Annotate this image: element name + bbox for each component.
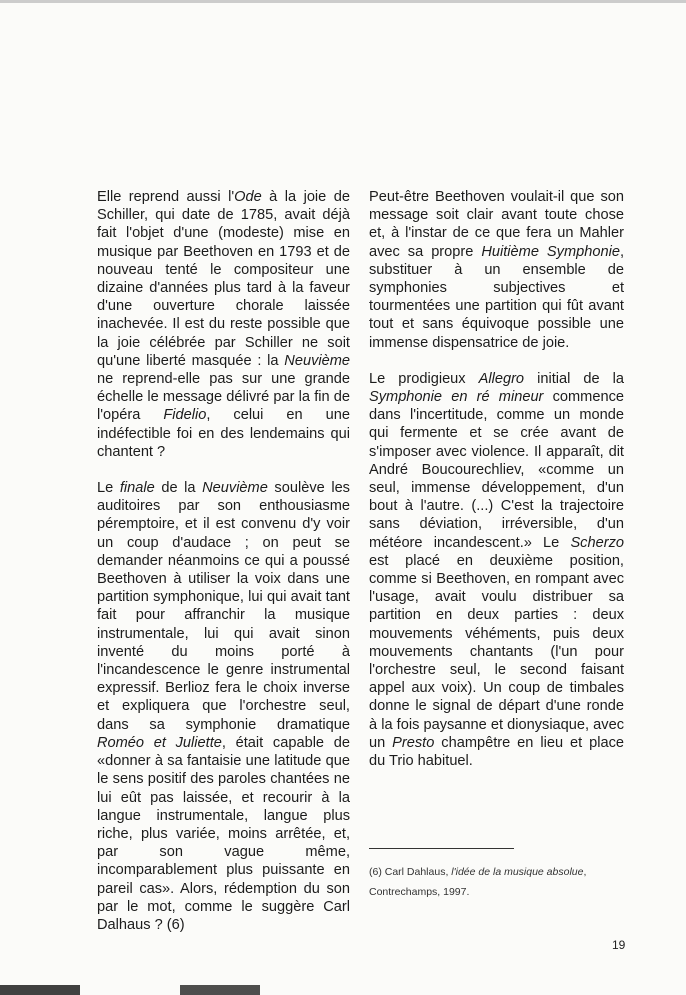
italic-text: finale <box>119 480 155 497</box>
italic-text: Neuvième <box>202 480 268 497</box>
italic-text: Fidelio <box>163 407 207 424</box>
footnote-separator <box>369 848 514 849</box>
scan-border-top <box>0 0 686 3</box>
paragraph: Le finale de la Neuvième soulève les auditoires par son enthousiasme péremptoire, et il est convenu d'y voir un coup d'audace ; on peut se demander néanmoins ce qui a poussé Beethoven à utiliser la voix dans une partition symphonique, lui qui avait tant fait pour affranchir la musique instrumentale, lui qui avait sinon inventé du moins porté à l'incandescence le genre instrumental expressif. Berlioz fera le choix inverse et expliquera que l'orchestre seul, dans sa symphonie dramatique Roméo et Juliette, était capable de «donner à sa fantaisie une latitude que le sens positif des paroles chantées ne lui eût pas laissée, et recourir à la langue instrumentale, langue plus riche, plus variée, moins arrêtée, et, par son vague même, incomparablement plus puissante en pareil cas». Alors, rédemption du son par le mot, comme le suggère Carl Dalhaus ? (6) <box>97 480 350 933</box>
paragraph: Le prodigieux Allegro initial de la Symphonie en ré mineur commence dans l'incertitude, comme un monde qui fermente et se crée avant de s'imposer avec violence. Il apparaît, dit André Boucourechliev, «comme un seul, immense développement, d'un bout à l'autre. (...) C'est la trajectoire sans déviation, irréversible, d'un météore incandescent.» Le Scherzo est placé en deuxième position, comme si Beethoven, en rompant avec l'usage, avait voulu distribuer sa partition en deux parties : deux mouvements véhéments, puis deux mouvements chantants (l'un pour l'orchestre seul, le second faisant appel aux voix). Un coup de timbales donne le signal de départ d'une ronde à la fois paysanne et dionysiaque, avec un Presto champêtre en lieu et place du Trio habituel. <box>369 370 624 770</box>
text-column-left <box>97 188 350 952</box>
italic-text: Presto <box>392 734 435 751</box>
text-column-right <box>369 188 624 788</box>
scan-border-bottom <box>0 985 686 995</box>
italic-text: Neuvième <box>284 352 350 369</box>
paragraph: Peut-être Beethoven voulait-il que son message soit clair avant toute chose et, à l'instar de ce que fera un Mahler avec sa propre Huitième Symphonie, substituer à un ensemble de symphonies subjectives et tourmentées une partition qui fût avant tout et sans équivoque possible une immense dispensatrice de joie. <box>369 189 624 351</box>
paragraph: Elle reprend aussi l'Ode à la joie de Schiller, qui date de 1785, avait déjà fait l'objet d'une (modeste) mise en musique par Beethoven en 1793 et de nouveau tenté le compositeur une dizaine d'années plus tard à la faveur d'une ouverture chorale laissée inachevée. Il est du reste possible que la joie célébrée par Schiller ne soit qu'une liberté masquée : la Neuvième ne reprend-elle pas sur une grande échelle le message délivré par la fin de l'opéra Fidelio, celui en une indéfectible foi en des lendemains qui chantent ? <box>97 189 350 460</box>
italic-text: Symphonie en ré mineur <box>369 389 544 406</box>
page-number: 19 <box>612 938 626 952</box>
italic-text: Huitième Symphonie <box>481 243 620 260</box>
italic-text: Ode <box>234 189 262 205</box>
italic-text: l'idée de la musique absolue <box>451 866 584 878</box>
italic-text: Scherzo <box>570 534 624 551</box>
italic-text: Allegro <box>478 370 525 387</box>
footnote: (6) Carl Dahlaus, l'idée de la musique absolue, Contrechamps, 1997. <box>369 866 587 898</box>
italic-text: Roméo et Juliette <box>97 734 222 751</box>
